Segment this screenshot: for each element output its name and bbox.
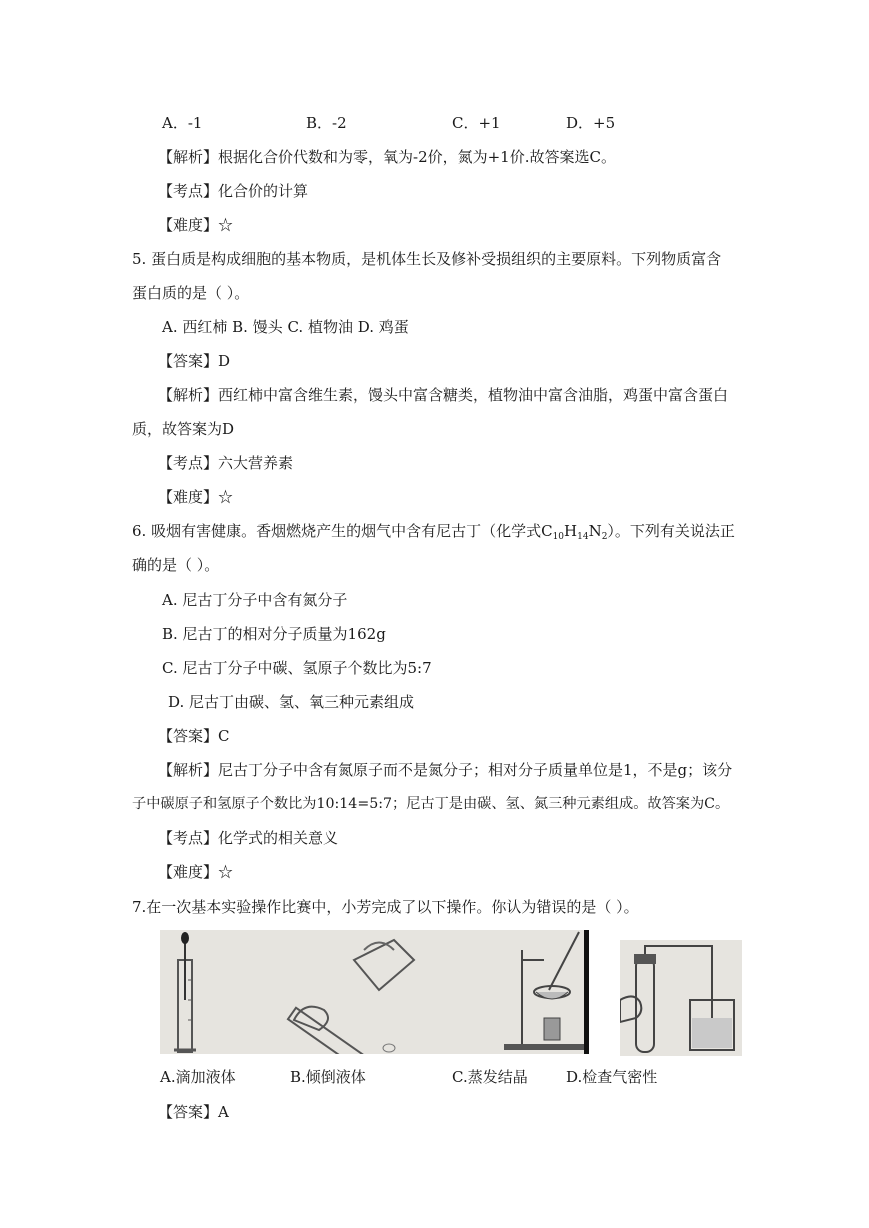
q4-point: 【考点】化合价的计算 (158, 182, 309, 200)
q4-analysis: 【解析】根据化合价代数和为零，氧为-2价，氮为+1价.故答案选C。 (158, 148, 616, 166)
q4-option-c: C．+1 (452, 114, 501, 132)
q5-answer: 【答案】D (158, 352, 231, 370)
q5-stem-line1: 5. 蛋白质是构成细胞的基本物质，是机体生长及修补受损组织的主要原料。下列物质富含 (132, 250, 722, 268)
q6-option-d: D. 尼古丁由碳、氢、氧三种元素组成 (168, 693, 415, 711)
pouring-illustration (264, 930, 444, 1054)
q4-option-b: B．-2 (306, 114, 347, 132)
figure-evaporation (444, 930, 589, 1054)
q4-difficulty: 【难度】☆ (158, 216, 234, 234)
q6-answer: 【答案】C (158, 727, 230, 745)
q6-formula-sub-h: 14 (577, 532, 589, 542)
q6-stem-pre: 6. 吸烟有害健康。香烟燃烧产生的烟气中含有尼古丁（化学式C (132, 522, 553, 540)
q7-caption-b: B.倾倒液体 (290, 1068, 366, 1086)
q6-analysis-line1: 【解析】尼古丁分子中含有氮原子而不是氮分子；相对分子质量单位是1，不是g；该分 (158, 761, 733, 779)
q7-answer: 【答案】A (158, 1103, 229, 1121)
q6-formula-n: N (588, 522, 602, 540)
q5-difficulty: 【难度】☆ (158, 488, 234, 506)
figure-airtightness-check (620, 940, 742, 1056)
q5-stem-line2: 蛋白质的是（ ）。 (132, 284, 250, 302)
q6-stem-line2: 确的是（ ）。 (132, 556, 220, 574)
q7-caption-a: A.滴加液体 (160, 1068, 236, 1086)
q7-caption-d: D.检查气密性 (566, 1068, 658, 1086)
q6-option-a: A. 尼古丁分子中含有氮分子 (162, 591, 348, 609)
q5-options: A. 西红柿 B. 馒头 C. 植物油 D. 鸡蛋 (162, 318, 409, 336)
q6-option-b: B. 尼古丁的相对分子质量为162g (162, 625, 386, 643)
q6-point: 【考点】化学式的相关意义 (158, 829, 339, 847)
dropper-illustration (160, 930, 264, 1054)
figure-pouring-liquid (264, 930, 444, 1054)
q6-analysis-line2: 子中碳原子和氢原子个数比为10:14=5:7；尼古丁是由碳、氢、氮三种元素组成。故答案为C。 (132, 796, 730, 812)
q6-option-c: C. 尼古丁分子中碳、氢原子个数比为5:7 (162, 659, 432, 677)
q4-option-a: A．-1 (162, 114, 203, 132)
figure-dropper-graduated-cylinder (160, 930, 264, 1054)
q6-stem-line1 (132, 521, 735, 547)
q6-formula-h: H (564, 522, 578, 540)
q4-option-d: D．+5 (566, 114, 616, 132)
airtightness-illustration (620, 940, 742, 1056)
q5-analysis-line1: 【解析】西红柿中富含维生素，馒头中富含糖类，植物油中富含油脂，鸡蛋中富含蛋白 (158, 386, 729, 404)
q7-caption-c: C.蒸发结晶 (452, 1068, 528, 1086)
q6-formula-sub-c: 10 (552, 532, 565, 542)
q5-point: 【考点】六大营养素 (158, 454, 294, 472)
q6-formula-sub-n: 2 (601, 532, 608, 542)
q6-difficulty: 【难度】☆ (158, 863, 234, 881)
q7-stem: 7.在一次基本实验操作比赛中，小芳完成了以下操作。你认为错误的是（ ）。 (132, 898, 639, 916)
q6-stem-post: ）。下列有关说法正 (607, 522, 735, 540)
q5-analysis-line2: 质，故答案为D (132, 420, 235, 438)
evaporation-illustration (444, 930, 589, 1054)
